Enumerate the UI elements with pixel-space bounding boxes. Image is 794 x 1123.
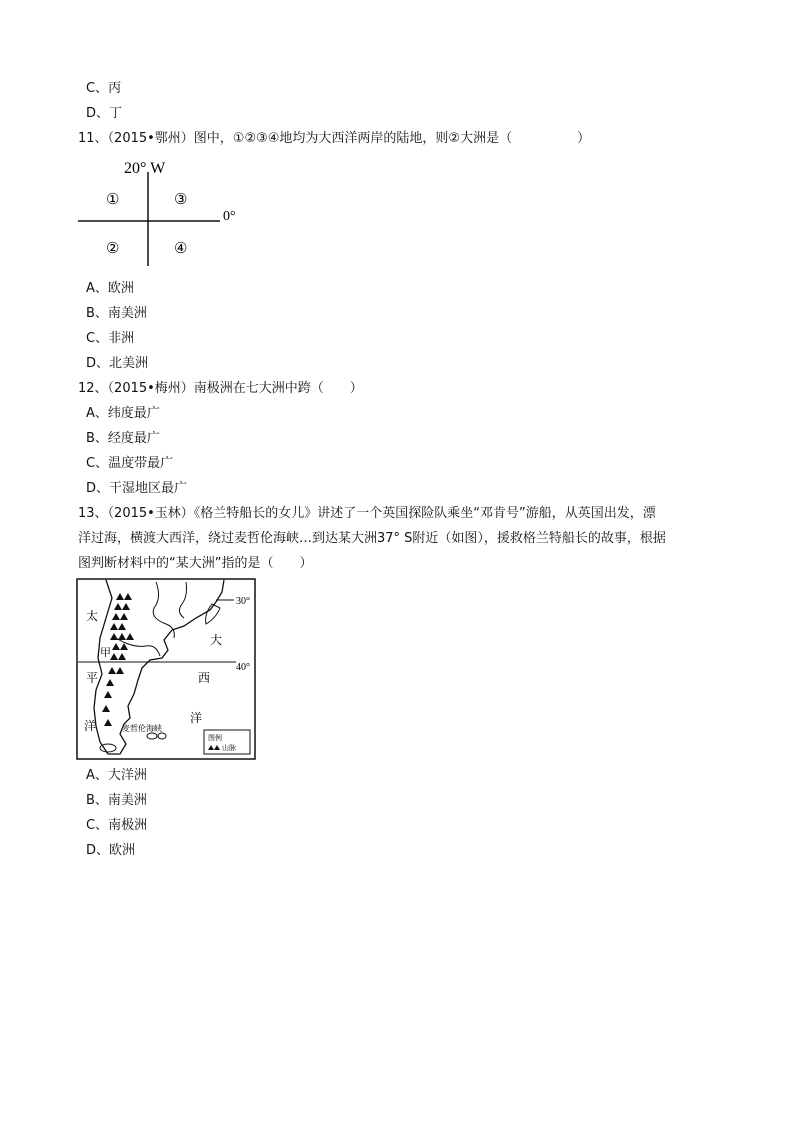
quadrant-1-label: ① [106,192,120,208]
lat-30-label: 30° [236,596,250,607]
pacific-label-1: 太 [86,609,99,623]
q12-option-b: B、经度最广 [86,431,160,446]
q10-option-c: C、丙 [86,81,122,96]
lat-40-label: 40° [236,662,250,673]
q13-stem-line1: 13、（2015•玉林）《格兰特船长的女儿》讲述了一个英国探险队乘坐“邓肯号”游船，从英国出发，漂 [78,506,656,521]
q11-stem: 11、（2015•鄂州）图中，①②③④地均为大西洋两岸的陆地，则②大洲是（ ） [78,131,591,146]
q11-option-a: A、欧洲 [86,281,134,296]
q11-option-c: C、非洲 [86,331,135,346]
atlantic-label-2: 西 [198,671,211,685]
atlantic-label-1: 大 [210,633,223,647]
legend-item: 山脉 [222,744,236,752]
q13-option-c: C、南极洲 [86,818,148,833]
equator-label: 0° [223,209,236,224]
q13-option-a: A、大洋洲 [86,768,147,783]
quadrant-3-label: ③ [174,192,188,208]
q12-option-c: C、温度带最广 [86,456,174,471]
legend-title: 图例 [208,734,222,742]
q12-stem: 12、（2015•梅州）南极洲在七大洲中跨（ ） [78,381,363,396]
point-jia-label: 甲 [100,647,111,659]
quadrant-4-label: ④ [174,241,188,257]
q13-option-b: B、南美洲 [86,793,147,808]
strait-label: 麦哲伦海峡 [122,724,162,733]
q11-option-b: B、南美洲 [86,306,147,321]
q11-option-d: D、北美洲 [86,356,149,371]
pacific-label-2: 平 [86,671,99,685]
q13-stem-line2: 洋过海，横渡大西洋，绕过麦哲伦海峡…到达某大洲37° S附近（如图），援救格兰特船长的故事，根据 [78,531,666,546]
q13-south-america-map [76,578,256,760]
q13-stem-line3: 图判断材料中的“某大洲”指的是（ ） [78,556,313,571]
quadrant-2-label: ② [106,241,120,257]
q13-option-d: D、欧洲 [86,843,136,858]
atlantic-label-3: 洋 [190,711,203,725]
meridian-label: 20° W [124,160,166,177]
q11-quadrant-figure [76,156,246,270]
q12-option-a: A、纬度最广 [86,406,160,421]
q12-option-d: D、干湿地区最广 [86,481,188,496]
pacific-label-3: 洋 [84,719,97,733]
q10-option-d: D、丁 [86,106,123,121]
